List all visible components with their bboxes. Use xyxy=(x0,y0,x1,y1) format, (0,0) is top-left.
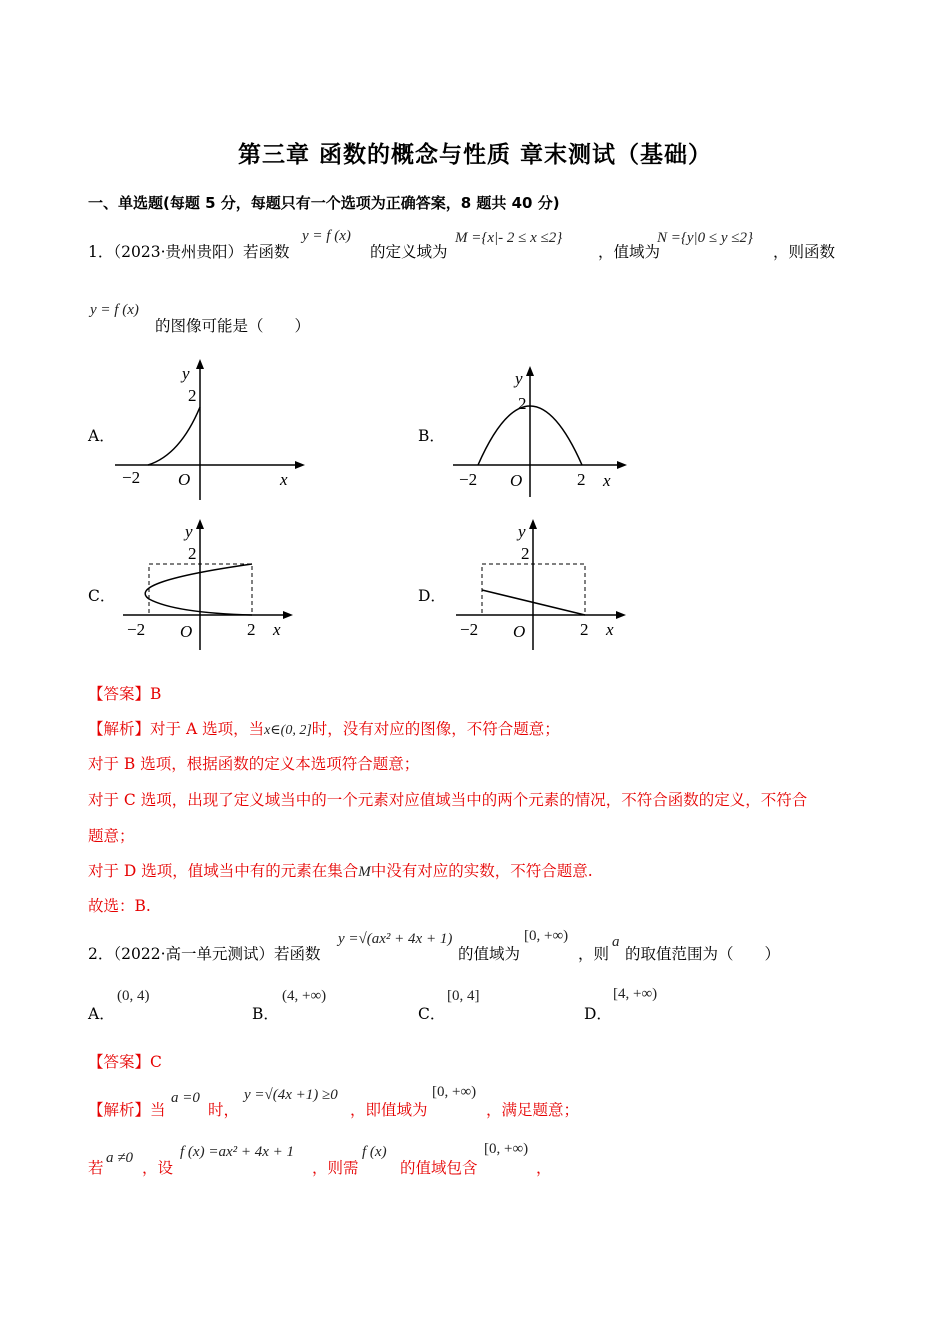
graph-b-origin: O xyxy=(510,471,523,490)
q1-fx: y = f (x) xyxy=(302,228,351,244)
graph-b xyxy=(445,362,635,502)
q1-answer: 【答案】B xyxy=(88,685,162,703)
q1-analysis-line4 xyxy=(88,859,593,881)
q2-b2-m4: [0, +∞) xyxy=(484,1141,529,1157)
q2-b2-m1: a ≠0 xyxy=(106,1150,133,1166)
q1-option-a: A． xyxy=(88,427,115,445)
q2-b1-t3: ，满足题意； xyxy=(486,1101,580,1119)
q1-source: （2023·贵州贵阳）若函数 xyxy=(113,243,290,261)
graph-a xyxy=(110,355,310,505)
q2-b2-t4: ， xyxy=(536,1159,552,1177)
q2-b1-t2: ，即值域为 xyxy=(350,1101,428,1119)
q1-text2: 的定义域为 xyxy=(370,243,448,261)
graph-a-curve xyxy=(148,407,200,465)
q1-analysis-line3b: 题意； xyxy=(88,827,135,845)
graph-b-two: 2 xyxy=(518,394,527,413)
graph-d-neg2: −2 xyxy=(460,620,479,639)
q1-analysis-label: 【解析】 xyxy=(88,720,151,738)
q1-a4-post: 中没有对应的实数，不符合题意. xyxy=(370,862,593,880)
q1-a1-math: x∈(0, 2] xyxy=(264,723,312,738)
graph-c xyxy=(115,515,295,655)
q1-a4-math: M xyxy=(358,864,371,880)
q1-option-d: D． xyxy=(418,587,446,605)
graph-b-y-label: y xyxy=(515,369,523,388)
q2-option-a-label: A． xyxy=(88,1005,115,1023)
graph-c-origin: O xyxy=(180,622,193,641)
q1-line1 xyxy=(88,240,290,262)
graph-a-two: 2 xyxy=(188,386,197,405)
graph-d xyxy=(448,515,628,655)
graph-c-two-x: 2 xyxy=(247,620,256,639)
graph-c-two: 2 xyxy=(188,544,197,563)
q2-b1-m2: y =√(4x +1) ≥0 xyxy=(244,1087,338,1103)
q1-analysis-line3: 对于 C 选项，出现了定义域当中的一个元素对应值域当中的两个元素的情况，不符合函数的定义，不符合 xyxy=(88,791,808,809)
graph-c-curve xyxy=(145,564,252,615)
q2-source: （2022·高一单元测试）若函数 xyxy=(113,945,321,963)
q2-b2-m2: f (x) =ax² + 4x + 1 xyxy=(180,1144,294,1160)
q1-number: 1． xyxy=(88,243,114,261)
graph-a-y-label: y xyxy=(182,364,190,383)
q1-analysis-line5: 故选：B. xyxy=(88,897,151,915)
q1-a1-pre: 对于 A 选项，当 xyxy=(150,720,265,738)
graph-c-y-label: y xyxy=(185,522,193,541)
graph-d-x-label: x xyxy=(606,620,614,639)
graph-d-two-x: 2 xyxy=(580,620,589,639)
q1-text3: ，值域为 xyxy=(598,243,661,261)
q1-option-b: B． xyxy=(418,427,445,445)
graph-a-origin: O xyxy=(178,470,191,489)
graph-b-x-label: x xyxy=(603,471,611,490)
q2-text4: 的取值范围为（ ） xyxy=(625,945,781,963)
q1-text4: ，则函数 xyxy=(773,243,836,261)
graph-c-neg2: −2 xyxy=(127,620,146,639)
q2-b2-pre: 若 xyxy=(88,1159,104,1177)
q2-b1-m3: [0, +∞) xyxy=(432,1084,477,1100)
q2-line1 xyxy=(88,942,321,964)
q2-text2: 的值域为 xyxy=(458,945,521,963)
q1-analysis-line1 xyxy=(88,717,560,739)
q1-text5: 的图像可能是（ ） xyxy=(155,317,311,335)
graph-a-neg2: −2 xyxy=(122,468,141,487)
q2-option-c-label: C． xyxy=(418,1005,446,1023)
q2-analysis-label: 【解析】 xyxy=(88,1101,151,1119)
q1-option-c: C． xyxy=(88,587,116,605)
graph-b-neg2: −2 xyxy=(459,470,478,489)
q2-option-c-value: [0, 4] xyxy=(447,988,480,1004)
q2-b1-pre: 当 xyxy=(150,1101,166,1119)
section-heading: 一、单选题(每题 5 分，每题只有一个选项为正确答案，8 题共 40 分) xyxy=(88,194,560,212)
q2-b2-t3: 的值域包含 xyxy=(400,1159,478,1177)
q2-b2-t2: ，则需 xyxy=(312,1159,359,1177)
q2-b2-t1: ，设 xyxy=(142,1159,174,1177)
q2-option-b-value: (4, +∞) xyxy=(282,988,327,1004)
q2-analysis-label-line1 xyxy=(88,1098,166,1120)
q1-a4-pre: 对于 D 选项，值域当中有的元素在集合 xyxy=(88,862,359,880)
q1-fx2: y = f (x) xyxy=(90,302,139,318)
graph-a-x-label: x xyxy=(280,470,288,489)
q2-fx: y =√(ax² + 4x + 1) xyxy=(338,931,453,947)
graph-b-two-x: 2 xyxy=(577,470,586,489)
q2-answer: 【答案】C xyxy=(88,1053,162,1071)
graph-d-origin: O xyxy=(513,622,526,641)
q2-option-b-label: B． xyxy=(252,1005,279,1023)
q2-range: [0, +∞) xyxy=(524,928,569,944)
graph-d-two: 2 xyxy=(521,544,530,563)
q2-option-d-value: [4, +∞) xyxy=(613,986,658,1002)
q2-option-d-label: D． xyxy=(584,1005,612,1023)
q2-a: a xyxy=(612,934,620,950)
q2-number: 2． xyxy=(88,945,114,963)
q1-a1-post: 时，没有对应的图像，不符合题意； xyxy=(311,720,560,738)
q2-option-a-value: (0, 4) xyxy=(117,988,150,1004)
q1-analysis-line2: 对于 B 选项，根据函数的定义本选项符合题意； xyxy=(88,755,420,773)
graph-d-y-label: y xyxy=(518,522,526,541)
q2-b2-m3: f (x) xyxy=(362,1144,387,1160)
q1-set-m: M ={x|- 2 ≤ x ≤2} xyxy=(455,230,563,246)
q2-b1-m1: a =0 xyxy=(171,1090,200,1106)
q2-text3: ，则 xyxy=(578,945,610,963)
q1-set-n: N ={y|0 ≤ y ≤2} xyxy=(657,230,754,246)
q2-b1-t1: 时， xyxy=(208,1101,240,1119)
graph-c-x-label: x xyxy=(273,620,281,639)
page-title: 第三章 函数的概念与性质 章末测试（基础） xyxy=(237,142,712,168)
